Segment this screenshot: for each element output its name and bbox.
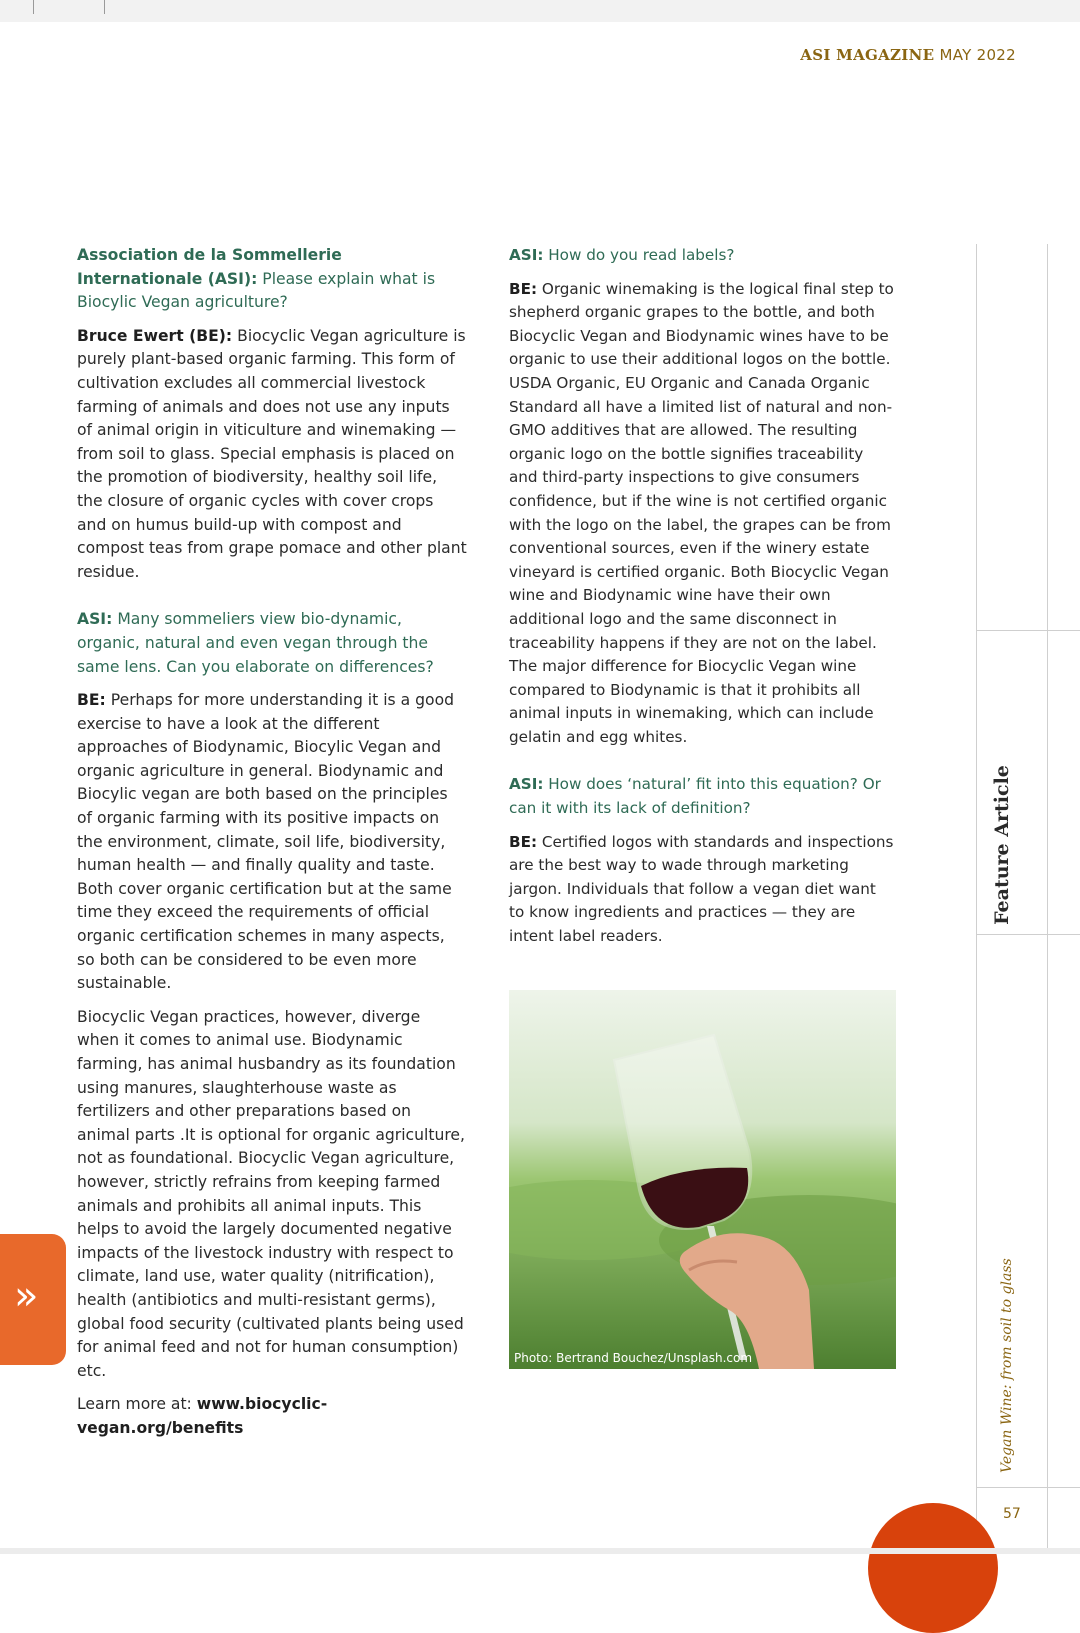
answer-2-continued: Biocyclic Vegan practices, however, diverge when it comes to animal use. Biodynamic farming, has animal husbandry as its foundation using manures, slaughterhouse waste as fertilizers and other preparations based on animal parts .It is optional for organic agriculture, not as foundational. Biocyclic Vegan agriculture, however, strictly refrains from keeping farmed animals and prohibits all animal inputs. This helps to avoid the largely documented negative impacts of the livestock industry with respect to climate, land use, water quality (nitrification), health (antibiotics and multi-resistant germs), global food security (cultivated plants being used for animal feed and not for human consumption) etc. <box>77 1007 465 1380</box>
top-bar <box>0 0 1080 22</box>
question-4 <box>509 773 894 820</box>
question-2-label: ASI: <box>77 610 113 629</box>
question-1 <box>77 244 467 315</box>
section-label: Feature Article <box>991 765 1013 925</box>
answer-3 <box>509 278 894 750</box>
question-2-text: Many sommeliers view bio-dynamic, organic, natural and even vegan through the same lens. Can you elaborate on differences? <box>77 610 434 676</box>
decorative-circle <box>868 1503 998 1633</box>
question-4-label: ASI: <box>509 775 544 794</box>
question-3-label: ASI: <box>509 246 544 264</box>
answer-2-text: Perhaps for more understanding it is a good exercise to have a look at the different approaches of Biodynamic, Biocylic Vegan and organic agriculture in general. Biodynamic and Biocylic vegan are both based on the principles of organic farming with its positive impacts on the environment, climate, soil life, biodiversity, human health — and finally quality and taste. Both cover organic certification but at the same time they exceed the requirements of official organic certification schemes in many aspects, so both can be considered to be even more sustainable. <box>77 691 455 993</box>
rail-divider <box>976 630 1080 631</box>
page-number: 57 <box>1003 1506 1021 1522</box>
rail-divider <box>976 1487 1080 1488</box>
answer-2-label: BE: <box>77 691 106 710</box>
question-3 <box>509 244 894 268</box>
answer-4 <box>509 831 894 949</box>
next-page-button[interactable] <box>0 1234 66 1365</box>
answer-2 <box>77 689 467 996</box>
answer-1-label: Bruce Ewert (BE): <box>77 326 233 345</box>
wine-glass-illustration <box>509 990 896 1369</box>
article-title: Vegan Wine: from soil to glass <box>999 1258 1015 1473</box>
answer-3-label: BE: <box>509 279 538 298</box>
rail-border-left <box>976 244 977 1550</box>
right-column <box>509 244 894 959</box>
question-4-text: How does ‘natural’ fit into this equation? Or can it with its lack of definition? <box>509 775 881 818</box>
bottom-bar <box>0 1548 1080 1554</box>
top-bar-divider <box>33 0 34 14</box>
double-chevron-right-icon: » <box>14 1273 39 1319</box>
magazine-header <box>800 46 1016 64</box>
answer-3-text: Organic winemaking is the logical final step to shepherd organic grapes to the bottle, and both Biocyclic Vegan and Biodynamic wines have to be organic to use their additional logos on the bottle. USDA Organic, EU Organic and Canada Organic Standard all have a limited list of natural and non-GMO additives that are allowed. The resulting organic logo on the bottle signifies traceability and third-party inspections to give consumers confidence, but if the wine is not certified organic with the logo on the label, the grapes can be from conventional sources, even if the winery estate vineyard is certified organic. Both Biocyclic Vegan wine and Biodynamic wine have their own additional logo and the same disconnect in traceability happens if they are not on the label. The major difference for Biocyclic Vegan wine compared to Biodynamic is that it prohibits all animal inputs in winemaking, which can include gelatin and egg whites. <box>509 279 894 746</box>
answer-4-label: BE: <box>509 832 538 851</box>
magazine-brand: ASI MAGAZINE <box>800 46 935 64</box>
answer-1-text: Biocyclic Vegan agriculture is purely plant-based organic farming. This form of cultivation excludes all commercial livestock farming of animals and does not use any inputs of animal origin in viticulture and winemaking — from soil to glass. Special emphasis is placed on the promotion of biodiversity, healthy soil life, the closure of organic cycles with cover crops and on humus build-up with compost and compost teas from grape pomace and other plant residue. <box>77 326 467 581</box>
left-column <box>77 244 467 1451</box>
answer-1 <box>77 325 467 585</box>
question-3-text: How do you read labels? <box>548 246 735 264</box>
learn-more-link[interactable]: www.biocyclic-vegan.org/benefits <box>77 1395 328 1437</box>
learn-more-label: Learn more at: <box>77 1395 192 1414</box>
rail-border-right <box>1047 244 1048 1550</box>
question-1-text: Please explain what is Biocylic Vegan agriculture? <box>77 269 436 312</box>
wine-glass-photo <box>509 990 896 1369</box>
issue-date: MAY 2022 <box>939 46 1016 64</box>
top-bar-divider <box>104 0 105 14</box>
question-1-label: Association de la Sommellerie Internationale (ASI): <box>77 246 342 288</box>
question-2 <box>77 608 467 679</box>
learn-more <box>77 1393 467 1440</box>
answer-4-text: Certified logos with standards and inspections are the best way to wade through marketing jargon. Individuals that follow a vegan diet want to know ingredients and practices — they are intent label readers. <box>509 832 894 946</box>
photo-credit: Photo: Bertrand Bouchez/Unsplash.com <box>514 1351 753 1365</box>
